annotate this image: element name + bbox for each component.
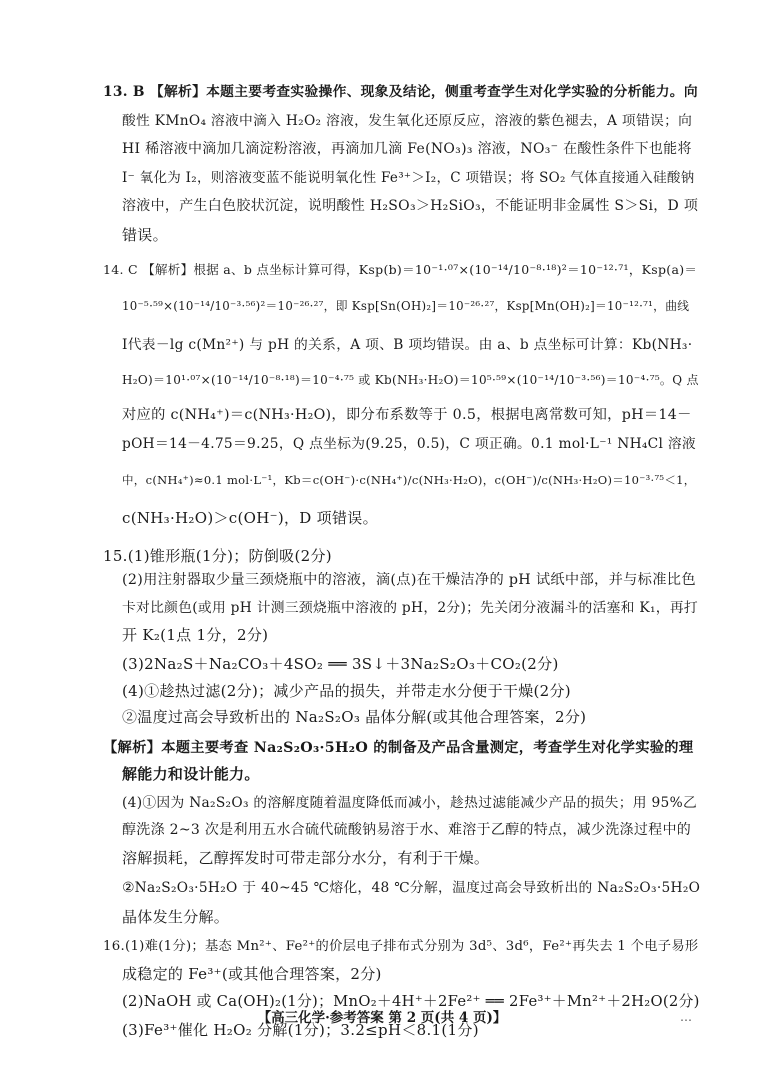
text-line: 醇洗涤 2~3 次是利用五水合硫代硫酸钠易溶于水、难溶于乙醇的特点，减少洗涤过程中的 <box>122 822 692 838</box>
text-line: 晶体发生分解。 <box>122 908 230 926</box>
text-line: (4)①因为 Na₂S₂O₃ 的溶解度随着温度降低而减小，趁热过滤能减少产品的损失；用 95%乙 <box>122 795 698 811</box>
text-line: c(NH₃·H₂O)＞c(OH⁻)，D 项错误。 <box>122 509 378 527</box>
text-line: 溶解损耗，乙醇挥发时可带走部分水分，有利于干燥。 <box>122 849 490 867</box>
text-line: 15.(1)锥形瓶(1分)；防倒吸(2分) <box>103 547 332 565</box>
text-line: 错误。 <box>122 226 168 244</box>
text-line: Ⅰ代表－lg c(Mn²⁺) 与 pH 的关系，A 项、B 项均错误。由 a、b 点坐标可计算：Kb(NH₃· <box>122 337 693 353</box>
text-line: 卡对比颜色(或用 pH 计测三颈烧瓶中溶液的 pH，2分)；先关闭分液漏斗的活塞和 K₁，再打 <box>122 600 698 616</box>
text-line: 16.(1)难(1分)；基态 Mn²⁺、Fe²⁺的价层电子排布式分别为 3d⁵、3d⁶，Fe²⁺再失去 1 个电子易形 <box>103 939 699 954</box>
text-line: HI 稀溶液中滴加几滴淀粉溶液，再滴加几滴 Fe(NO₃)₃ 溶液，NO₃⁻ 在酸性条件下也能将 <box>122 141 692 157</box>
text-line: ②温度过高会导致析出的 Na₂S₂O₃ 晶体分解(或其他合理答案，2分) <box>122 708 587 726</box>
text-line: 中，c(NH₄⁺)≈0.1 mol·L⁻¹，Kb＝c(OH⁻)·c(NH₄⁺)/c(NH₃·H₂O)，c(OH⁻)/c(NH₃·H₂O)＝10⁻³·⁷⁵＜1， <box>122 473 696 487</box>
text-line: 解能力和设计能力。 <box>122 765 260 783</box>
text-line: I⁻ 氧化为 I₂，则溶液变蓝不能说明氧化性 Fe³⁺＞I₂，C 项错误；将 SO₂ 气体直接通入硅酸钠 <box>122 170 695 186</box>
text-line: 开 K₂(1点 1分，2分) <box>122 626 269 644</box>
text-line: (2)NaOH 或 Ca(OH)₂(1分)；MnO₂＋4H⁺＋2Fe²⁺ ══ 2Fe³⁺＋Mn²⁺＋2H₂O(2分) <box>122 993 700 1010</box>
text-line: ②Na₂S₂O₃·5H₂O 于 40~45 ℃熔化，48 ℃分解，温度过高会导致析出的 Na₂S₂O₃·5H₂O <box>122 880 701 896</box>
text-line: 【解析】本题主要考查 Na₂S₂O₃·5H₂O 的制备及产品含量测定，考查学生对化学实验的理 <box>103 740 694 756</box>
text-line: H₂O)＝10¹·⁰⁷×(10⁻¹⁴/10⁻⁸·¹⁸)＝10⁻⁴·⁷⁵ 或 Kb(NH₃·H₂O)＝10⁵·⁵⁹×(10⁻¹⁴/10⁻³·⁵⁶)＝10⁻⁴·⁷⁵。Q 点 <box>122 373 699 387</box>
text-line: pOH＝14－4.75＝9.25，Q 点坐标为(9.25，0.5)，C 项正确。0.1 mol·L⁻¹ NH₄Cl 溶液 <box>122 436 696 452</box>
text-line: 酸性 KMnO₄ 溶液中滴入 H₂O₂ 溶液，发生氧化还原反应，溶液的紫色褪去，A 项错误；向 <box>122 113 693 129</box>
text-line: 10⁻⁵·⁵⁹×(10⁻¹⁴/10⁻³·⁵⁶)²＝10⁻²⁶·²⁷，即 Ksp[Sn(OH)₂]＝10⁻²⁶·²⁷，Ksp[Mn(OH)₂]＝10⁻¹²·⁷¹，曲线 <box>122 299 690 313</box>
text-line: (4)①趁热过滤(2分)；减少产品的损失，并带走水分便于干燥(2分) <box>122 682 571 700</box>
text-line: 13. B 【解析】本题主要考查实验操作、现象及结论，侧重考查学生对化学实验的分析能力。向 <box>103 84 698 100</box>
text-line: (3)2Na₂S＋Na₂CO₃＋4SO₂ ══ 3S↓＋3Na₂S₂O₃＋CO₂(2分) <box>122 655 559 673</box>
text-line: 14. C 【解析】根据 a、b 点坐标计算可得，Ksp(b)＝10⁻¹·⁰⁷×(10⁻¹⁴/10⁻⁸·¹⁸)²＝10⁻¹²·⁷¹，Ksp(a)＝ <box>103 262 698 277</box>
page-footer: 【高三化学·参考答案 第 2 页(共 4 页)】 <box>257 1010 507 1026</box>
text-line: (3)Fe³⁺催化 H₂O₂ 分解(1分)；3.2≤pH＜8.1(1分) <box>122 1021 479 1039</box>
corner-mark: … <box>680 1010 692 1024</box>
text-line: 溶液中，产生白色胶状沉淀，说明酸性 H₂SO₃＞H₂SiO₃，不能证明非金属性 S＞Si，D 项 <box>122 198 699 214</box>
text-line: (2)用注射器取少量三颈烧瓶中的溶液，滴(点)在干燥洁净的 pH 试纸中部，并与标准比色 <box>122 572 696 588</box>
text-line: 对应的 c(NH₄⁺)＝c(NH₃·H₂O)，即分布系数等于 0.5，根据电离常数可知，pH＝14－ <box>122 407 692 423</box>
text-line: 成稳定的 Fe³⁺(或其他合理答案，2分) <box>122 965 382 983</box>
